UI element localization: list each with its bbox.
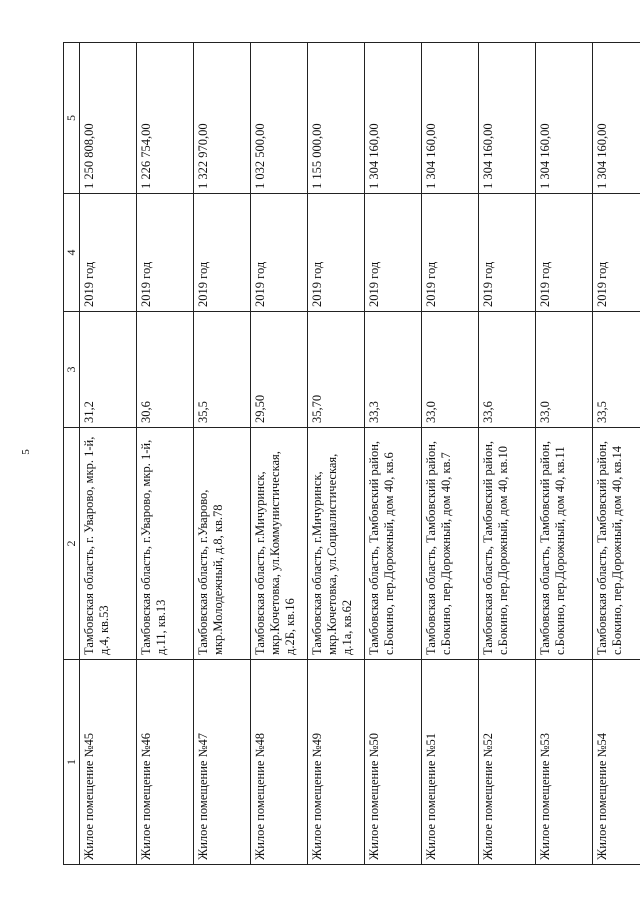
- property-table-body: [64, 43, 640, 865]
- price-cell: 1 322 970,00: [193, 43, 250, 194]
- area-cell: 30,6: [136, 312, 193, 428]
- area-cell: 35,70: [307, 312, 364, 428]
- page-number: 5: [20, 449, 32, 455]
- address-cell: Тамбовская область, Тамбовский район, с.Бокино, пер.Дорожный, дом 40, кв.7: [421, 428, 478, 660]
- header-row: [64, 43, 80, 865]
- address-cell: Тамбовская область, Тамбовский район, с.Бокино, пер.Дорожный, дом 40, кв.11: [535, 428, 592, 660]
- table-row: [421, 43, 478, 865]
- year-cell: 2019 год: [193, 194, 250, 312]
- price-cell: 1 304 160,00: [478, 43, 535, 194]
- object-name-cell: Жилое помещение №50: [364, 660, 421, 865]
- year-cell: 2019 год: [136, 194, 193, 312]
- price-cell: 1 250 808,00: [79, 43, 136, 194]
- rotated-table-wrapper: [63, 43, 624, 865]
- address-cell: Тамбовская область, г.Уварово, мкр.Молодежный, д.8, кв.78: [193, 428, 250, 660]
- header-cell-5: 5: [64, 43, 80, 194]
- header-cell-4: 4: [64, 194, 80, 312]
- address-cell: Тамбовская область, г. Уварово, мкр. 1-й, д.4, кв.53: [79, 428, 136, 660]
- area-cell: 33,6: [478, 312, 535, 428]
- address-cell: Тамбовская область, г.Мичуринск, мкр.Кочетовка, ул.Социалистическая, д.1а, кв.62: [307, 428, 364, 660]
- object-name-cell: Жилое помещение №51: [421, 660, 478, 865]
- object-name-cell: Жилое помещение №49: [307, 660, 364, 865]
- price-cell: 1 304 160,00: [421, 43, 478, 194]
- table-row: [364, 43, 421, 865]
- address-cell: Тамбовская область, г.Уварово, мкр. 1-й, д.11, кв.13: [136, 428, 193, 660]
- object-name-cell: Жилое помещение №45: [79, 660, 136, 865]
- year-cell: 2019 год: [250, 194, 307, 312]
- table-row: [592, 43, 640, 865]
- area-cell: 33,0: [421, 312, 478, 428]
- object-name-cell: Жилое помещение №48: [250, 660, 307, 865]
- price-cell: 1 304 160,00: [364, 43, 421, 194]
- property-table: [63, 42, 640, 865]
- area-cell: 33,3: [364, 312, 421, 428]
- price-cell: 1 032 500,00: [250, 43, 307, 194]
- year-cell: 2019 год: [307, 194, 364, 312]
- area-cell: 33,0: [535, 312, 592, 428]
- object-name-cell: Жилое помещение №46: [136, 660, 193, 865]
- area-cell: 33,5: [592, 312, 640, 428]
- price-cell: 1 304 160,00: [535, 43, 592, 194]
- price-cell: 1 155 000,00: [307, 43, 364, 194]
- year-cell: 2019 год: [535, 194, 592, 312]
- object-name-cell: Жилое помещение №47: [193, 660, 250, 865]
- address-cell: Тамбовская область, Тамбовский район, с.Бокино, пер.Дорожный, дом 40, кв.14: [592, 428, 640, 660]
- table-row: [307, 43, 364, 865]
- year-cell: 2019 год: [79, 194, 136, 312]
- area-cell: 35,5: [193, 312, 250, 428]
- price-cell: 1 226 754,00: [136, 43, 193, 194]
- table-row: [136, 43, 193, 865]
- year-cell: 2019 год: [421, 194, 478, 312]
- area-cell: 29,50: [250, 312, 307, 428]
- table-row: [478, 43, 535, 865]
- address-cell: Тамбовская область, Тамбовский район, с.Бокино, пер.Дорожный, дом 40, кв.10: [478, 428, 535, 660]
- table-row: [535, 43, 592, 865]
- table-row: [250, 43, 307, 865]
- object-name-cell: Жилое помещение №53: [535, 660, 592, 865]
- address-cell: Тамбовская область, г.Мичуринск, мкр.Кочетовка, ул.Коммунистическая, д.2Б, кв.16: [250, 428, 307, 660]
- header-cell-3: 3: [64, 312, 80, 428]
- header-cell-2: 2: [64, 428, 80, 660]
- table-row: [79, 43, 136, 865]
- year-cell: 2019 год: [478, 194, 535, 312]
- table-row: [193, 43, 250, 865]
- area-cell: 31,2: [79, 312, 136, 428]
- price-cell: 1 304 160,00: [592, 43, 640, 194]
- address-cell: Тамбовская область, Тамбовский район, с.Бокино, пер.Дорожный, дом 40, кв.6: [364, 428, 421, 660]
- year-cell: 2019 год: [592, 194, 640, 312]
- header-cell-1: 1: [64, 660, 80, 865]
- year-cell: 2019 год: [364, 194, 421, 312]
- object-name-cell: Жилое помещение №52: [478, 660, 535, 865]
- object-name-cell: Жилое помещение №54: [592, 660, 640, 865]
